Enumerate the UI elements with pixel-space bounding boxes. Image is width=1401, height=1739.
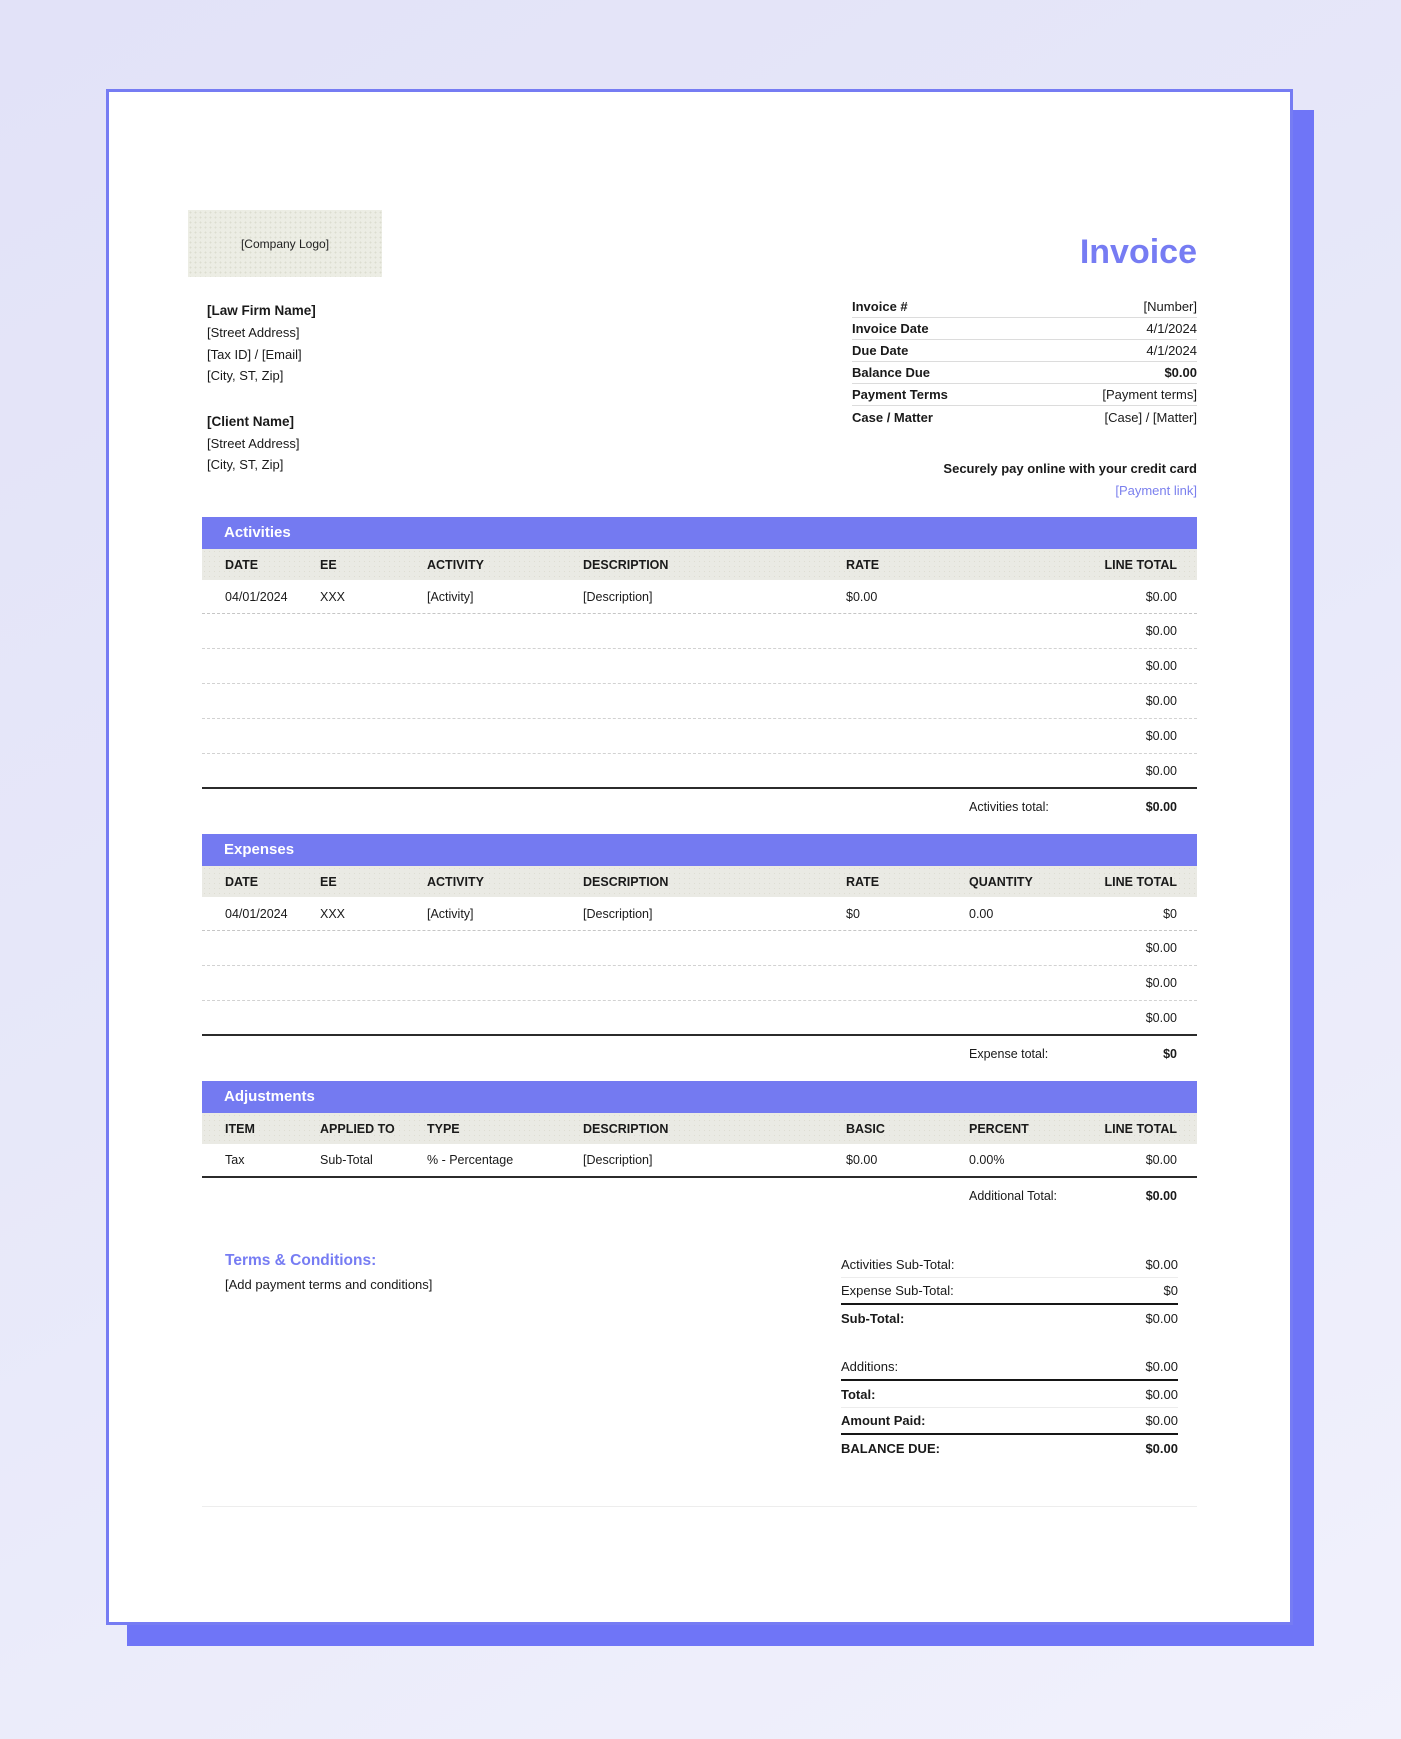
cell-line-total: $0.00 — [1145, 659, 1177, 673]
activities-total-row — [202, 789, 1197, 825]
summary-label: Total: — [841, 1386, 876, 1402]
table-row — [202, 580, 1197, 614]
law-firm-name: [Law Firm Name] — [207, 303, 316, 318]
summary-label: Expense Sub-Total: — [841, 1283, 954, 1298]
expense-total-row — [202, 1036, 1197, 1072]
table-row — [202, 897, 1197, 931]
cell-percent: 0.00% — [969, 1153, 1005, 1167]
summary-label: Additions: — [841, 1359, 899, 1374]
meta-value: [Number] — [1143, 299, 1197, 314]
payment-link[interactable]: [Payment link] — [1115, 483, 1197, 498]
summary-row-additions — [841, 1354, 1178, 1381]
meta-value: [Case] / [Matter] — [1104, 409, 1197, 425]
additional-total-row — [202, 1178, 1197, 1214]
client-city: [City, ST, Zip] — [207, 457, 284, 472]
summary-value: $0.00 — [1145, 1256, 1178, 1272]
terms-body: [Add payment terms and conditions] — [225, 1277, 433, 1292]
summary-value: $0.00 — [1145, 1441, 1178, 1456]
summary-value: $0.00 — [1145, 1311, 1178, 1326]
cell-date: 04/01/2024 — [225, 589, 288, 604]
summary-value: $0.00 — [1145, 1359, 1178, 1374]
col-header-activity: ACTIVITY — [427, 874, 484, 889]
adjustments-section-header: Adjustments — [202, 1081, 1197, 1113]
summary-row-subtotal — [841, 1305, 1178, 1332]
adjustments-section — [202, 1081, 1197, 1214]
table-row-empty — [202, 1001, 1197, 1036]
cell-line-total: $0.00 — [1145, 763, 1177, 778]
col-header-percent: PERCENT — [969, 1121, 1029, 1136]
cell-date: 04/01/2024 — [225, 906, 288, 921]
cell-line-total: $0 — [1163, 906, 1177, 921]
cell-line-total: $0.00 — [1145, 729, 1177, 743]
cell-item: Tax — [225, 1153, 245, 1167]
expense-total-label: Expense total: — [969, 1047, 1049, 1061]
summary-label: BALANCE DUE: — [841, 1441, 940, 1456]
summary-row-amount-paid — [841, 1408, 1178, 1435]
adjustments-column-headers — [202, 1113, 1197, 1144]
table-row-empty — [202, 684, 1197, 719]
bottom-section — [202, 1251, 1197, 1462]
client-address-block — [207, 411, 632, 476]
secure-pay-note: Securely pay online with your credit card — [943, 461, 1197, 476]
meta-row-invoice-date — [852, 318, 1197, 340]
table-row-empty — [202, 649, 1197, 684]
header-right-column — [852, 232, 1197, 500]
cell-line-total: $0.00 — [1145, 589, 1177, 604]
terms-title: Terms & Conditions: — [225, 1252, 377, 1269]
meta-label: Due Date — [852, 343, 909, 358]
cell-line-total: $0.00 — [1145, 941, 1177, 955]
summary-row-total — [841, 1381, 1178, 1408]
law-firm-city: [City, ST, Zip] — [207, 368, 284, 383]
meta-label: Balance Due — [852, 365, 931, 380]
expenses-column-headers — [202, 866, 1197, 897]
cell-line-total: $0.00 — [1145, 976, 1177, 990]
col-header-ee: EE — [320, 557, 337, 572]
col-header-basic: BASIC — [846, 1121, 885, 1136]
additional-total-label: Additional Total: — [969, 1189, 1058, 1203]
cell-line-total: $0.00 — [1145, 624, 1177, 638]
totals-summary — [841, 1251, 1178, 1462]
col-header-ee: EE — [320, 874, 337, 889]
col-header-date: DATE — [225, 557, 259, 572]
invoice-meta-list — [852, 296, 1197, 428]
cell-activity: [Activity] — [427, 906, 474, 921]
activities-total-label: Activities total: — [969, 800, 1049, 814]
col-header-line-total: LINE TOTAL — [1104, 1121, 1177, 1136]
table-row-empty — [202, 966, 1197, 1001]
additional-total-value: $0.00 — [1145, 1189, 1177, 1203]
col-header-rate: RATE — [846, 557, 880, 572]
cell-line-total: $0.00 — [1145, 1010, 1177, 1025]
meta-row-balance-due — [852, 362, 1197, 384]
col-header-date: DATE — [225, 874, 259, 889]
meta-value: $0.00 — [1164, 365, 1197, 380]
table-row-empty — [202, 719, 1197, 754]
cell-description: [Description] — [583, 589, 653, 604]
cell-type: % - Percentage — [427, 1153, 514, 1167]
cell-activity: [Activity] — [427, 589, 474, 604]
invoice-page — [106, 89, 1293, 1625]
client-name: [Client Name] — [207, 413, 295, 429]
col-header-line-total: LINE TOTAL — [1104, 557, 1177, 572]
col-header-description: DESCRIPTION — [583, 1121, 669, 1136]
summary-row-expense-subtotal — [841, 1278, 1178, 1305]
col-header-quantity: QUANTITY — [969, 874, 1033, 889]
meta-row-due-date — [852, 340, 1197, 362]
cell-description: [Description] — [583, 1153, 653, 1167]
footer-divider — [202, 1506, 1197, 1507]
col-header-line-total: LINE TOTAL — [1104, 874, 1177, 889]
col-header-applied-to: APPLIED TO — [320, 1121, 395, 1136]
col-header-item: ITEM — [225, 1121, 255, 1136]
expense-total-value: $0 — [1163, 1047, 1177, 1061]
table-row — [202, 1144, 1197, 1178]
summary-spacer — [841, 1332, 1178, 1354]
company-logo-placeholder — [188, 210, 382, 277]
col-header-type: TYPE — [427, 1121, 460, 1136]
cell-line-total: $0.00 — [1145, 1153, 1177, 1167]
client-street: [Street Address] — [207, 435, 300, 451]
meta-value: [Payment terms] — [1102, 387, 1197, 402]
summary-label: Amount Paid: — [841, 1413, 926, 1428]
cell-rate: $0 — [846, 906, 860, 921]
page-title: Invoice — [1079, 233, 1197, 271]
document-header — [202, 92, 1197, 500]
expenses-section-header: Expenses — [202, 834, 1197, 866]
terms-and-conditions — [202, 1251, 762, 1462]
meta-value: 4/1/2024 — [1146, 343, 1197, 358]
activities-total-value: $0.00 — [1145, 800, 1177, 814]
table-row-empty — [202, 931, 1197, 966]
cell-description: [Description] — [583, 906, 653, 921]
meta-row-invoice-number — [852, 296, 1197, 318]
law-firm-address-block — [207, 300, 632, 387]
header-left-column — [202, 92, 632, 500]
activities-section — [202, 517, 1197, 825]
law-firm-taxid-email: [Tax ID] / [Email] — [207, 346, 302, 362]
cell-ee: XXX — [320, 589, 346, 604]
summary-value: $0.00 — [1145, 1413, 1178, 1428]
summary-row-activities-subtotal — [841, 1251, 1178, 1278]
cell-applied-to: Sub-Total — [320, 1153, 373, 1167]
activities-column-headers — [202, 549, 1197, 580]
cell-line-total: $0.00 — [1145, 694, 1177, 708]
col-header-rate: RATE — [846, 874, 880, 889]
summary-row-balance-due — [841, 1435, 1178, 1462]
expenses-section — [202, 834, 1197, 1072]
col-header-activity: ACTIVITY — [427, 557, 484, 572]
meta-label: Payment Terms — [852, 387, 948, 402]
cell-ee: XXX — [320, 906, 346, 921]
table-row-empty — [202, 614, 1197, 649]
meta-label: Invoice # — [852, 299, 908, 314]
activities-section-header: Activities — [202, 517, 1197, 549]
cell-rate: $0.00 — [846, 589, 878, 604]
summary-label: Activities Sub-Total: — [841, 1256, 955, 1272]
cell-basic: $0.00 — [846, 1153, 878, 1167]
meta-label: Invoice Date — [852, 321, 929, 336]
company-logo-text: [Company Logo] — [240, 236, 330, 251]
col-header-description: DESCRIPTION — [583, 874, 669, 889]
meta-row-payment-terms — [852, 384, 1197, 406]
law-firm-street: [Street Address] — [207, 325, 300, 340]
summary-value: $0 — [1163, 1283, 1178, 1298]
meta-label: Case / Matter — [852, 409, 933, 425]
meta-row-case-matter — [852, 406, 1197, 428]
summary-value: $0.00 — [1145, 1386, 1178, 1402]
summary-label: Sub-Total: — [841, 1311, 905, 1326]
table-row-empty — [202, 754, 1197, 789]
meta-value: 4/1/2024 — [1146, 321, 1197, 336]
col-header-description: DESCRIPTION — [583, 557, 669, 572]
cell-quantity: 0.00 — [969, 906, 994, 921]
